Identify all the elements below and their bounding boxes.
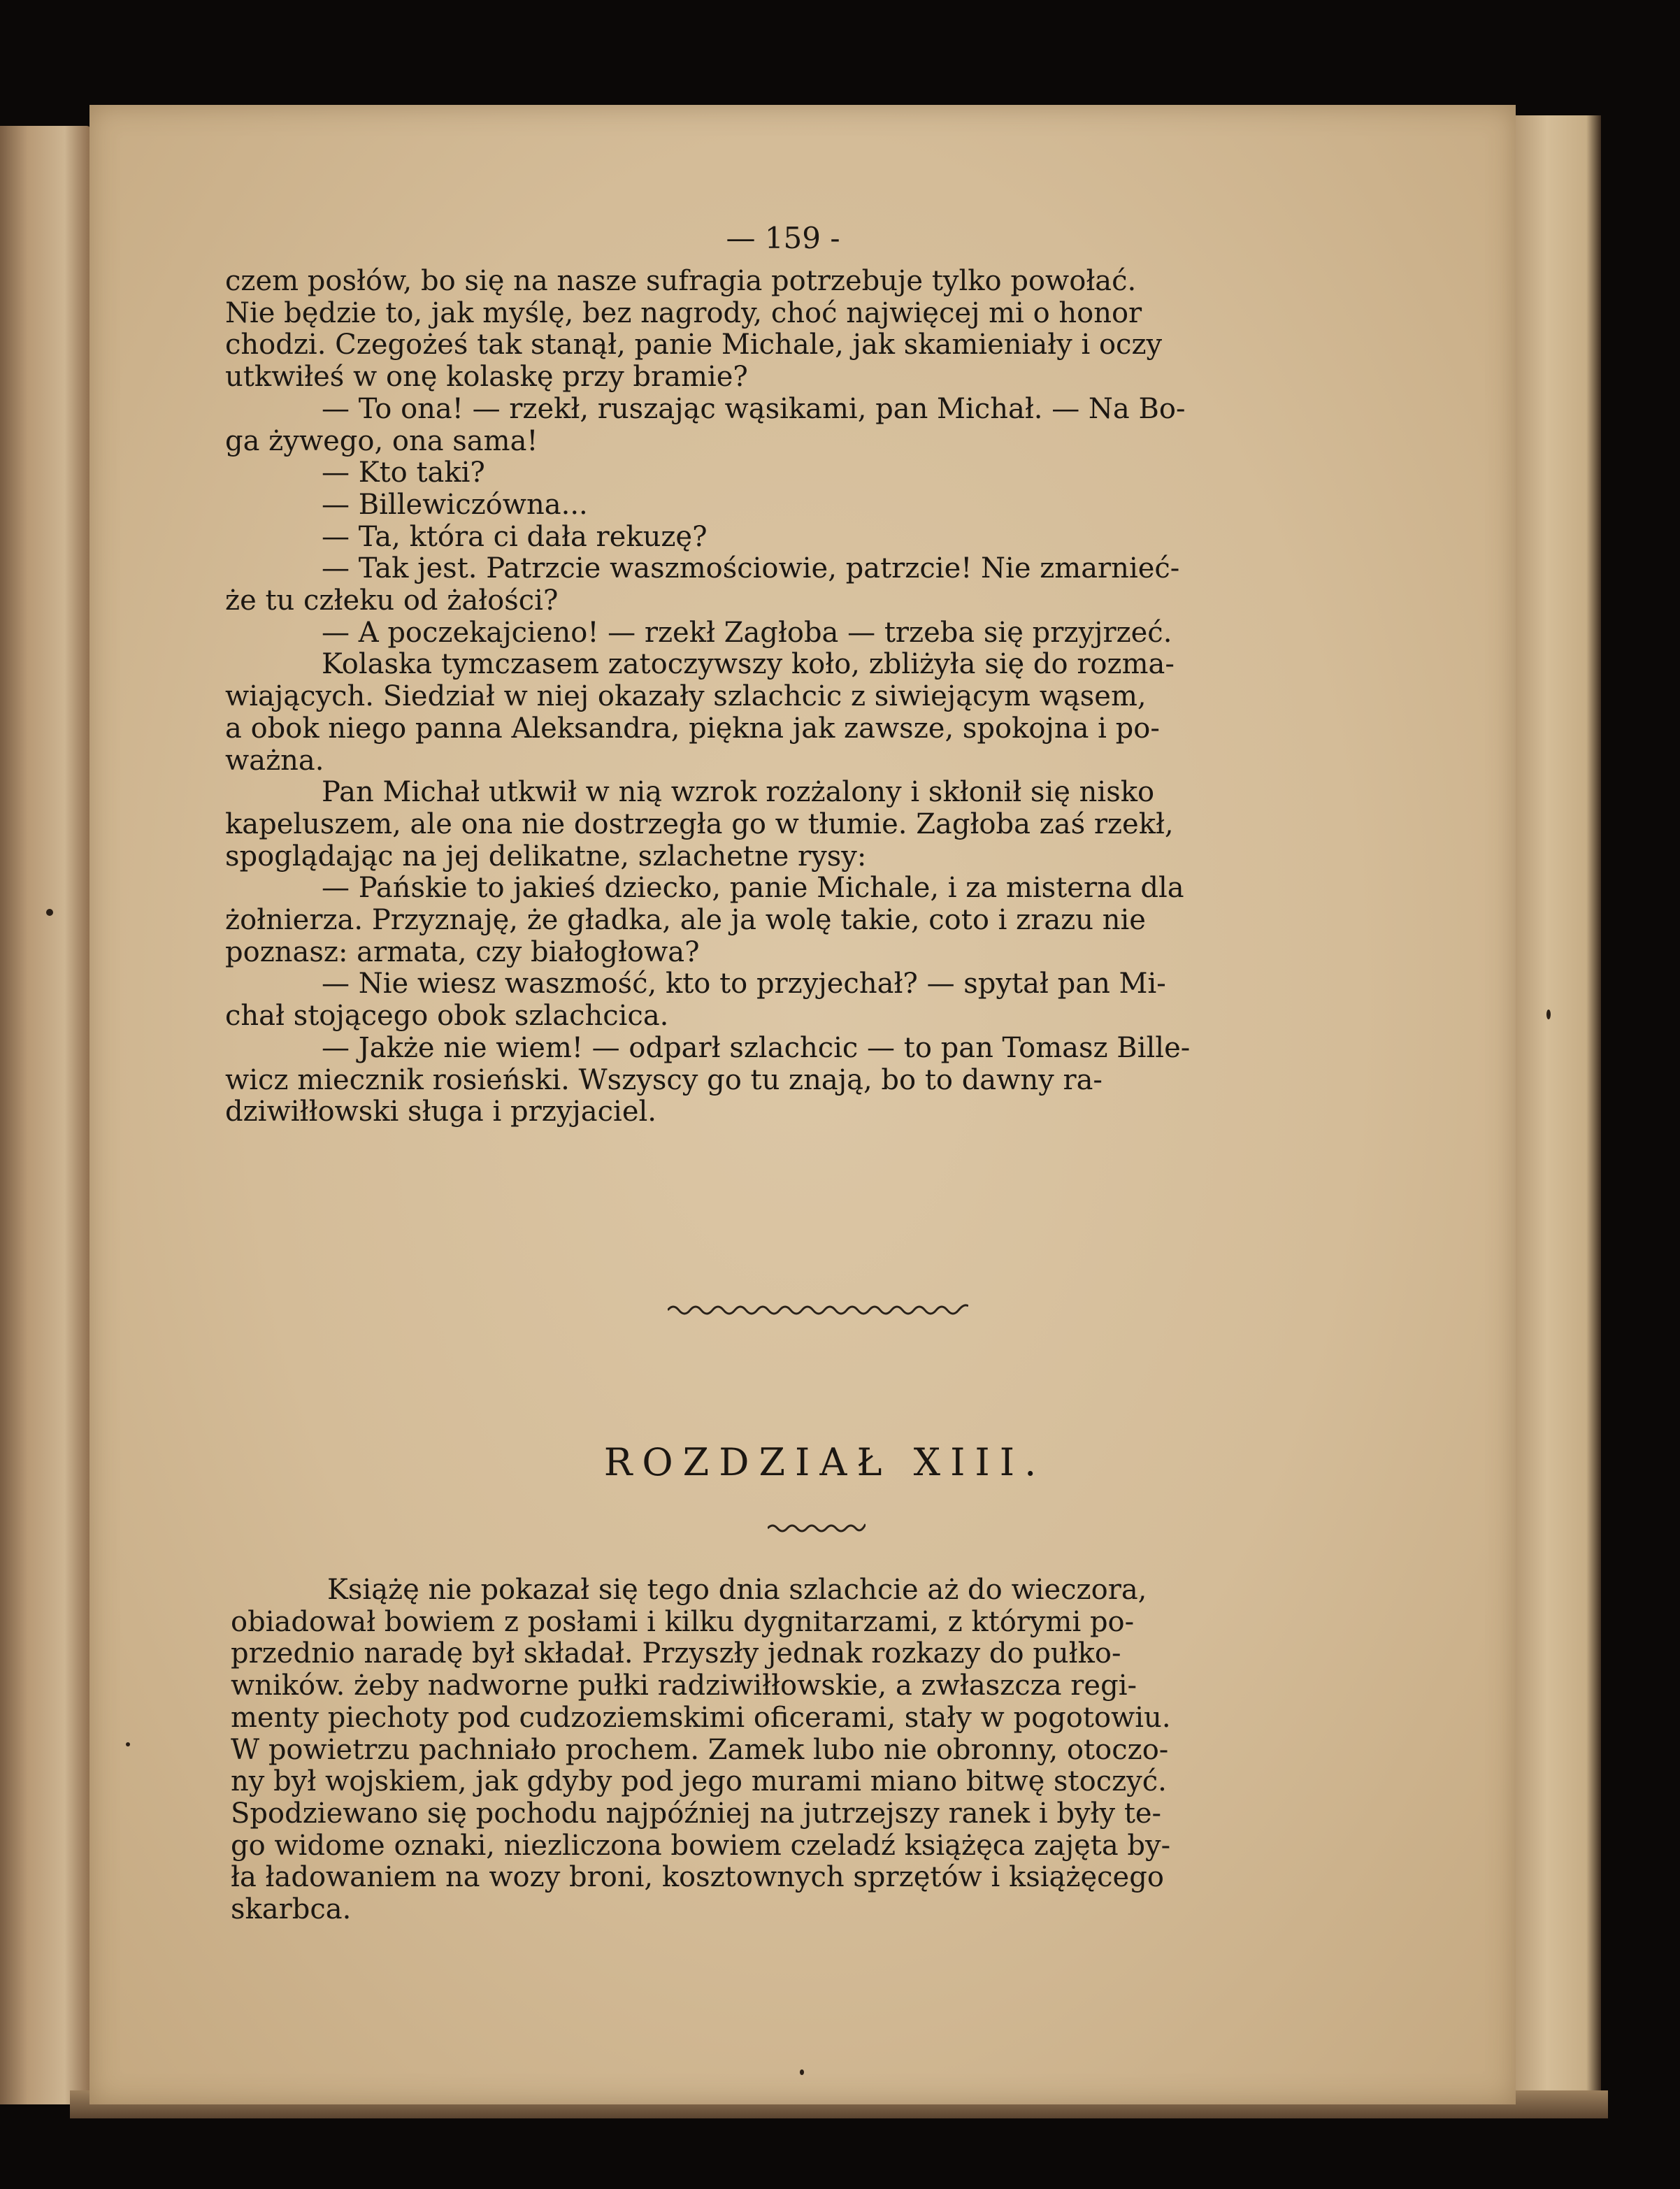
text-line: chodzi. Czegożeś tak stanął, panie Michale, jak skamieniały i oczy xyxy=(225,329,1163,361)
text-line: ważna. xyxy=(225,745,324,777)
text-line: — Pańskie to jakieś dziecko, panie Michale, i za misterna dla xyxy=(322,873,1184,905)
text-line: utkwiłeś w onę kolaskę przy bramie? xyxy=(225,361,748,394)
text-line: czem posłów, bo się na nasze sufragia potrzebuje tylko powołać. xyxy=(225,266,1137,297)
text-line: — Ta, która ci dała rekuzę? xyxy=(322,521,708,553)
text-line: obiadował bowiem z posłami i kilku dygnitarzami, z którymi po- xyxy=(231,1606,1135,1638)
text-line: — Nie wiesz waszmość, kto to przyjechał? — spytał pan Mi- xyxy=(322,968,1166,1000)
text-line: go widome oznaki, niezliczona bowiem czeladź książęca zajęta by- xyxy=(231,1830,1171,1862)
ink-speck xyxy=(126,1742,130,1746)
text-line: spoglądając na jej delikatne, szlachetne rysy: xyxy=(225,840,867,873)
wavy-divider-ornament xyxy=(668,1302,968,1316)
page-number: — 159 - xyxy=(726,221,840,255)
ink-speck xyxy=(1546,1010,1551,1019)
text-line: dziwiłłowski sługa i przyjaciel. xyxy=(225,1096,656,1128)
text-line: a obok niego panna Aleksandra, piękna jak zawsze, spokojna i po- xyxy=(225,712,1160,745)
text-line: ga żywego, ona sama! xyxy=(225,425,538,457)
text-line: — Jakże nie wiem! — odparł szlachcic — to pan Tomasz Bille- xyxy=(322,1032,1191,1064)
text-line: kapeluszem, ale ona nie dostrzegła go w tłumie. Zagłoba zaś rzekł, xyxy=(225,808,1174,840)
text-line: wicz miecznik rosieński. Wszyscy go tu znają, bo to dawny ra- xyxy=(225,1064,1103,1096)
text-line: skarbca. xyxy=(231,1894,352,1926)
text-line: — Billewiczówna... xyxy=(322,489,588,521)
text-line: — Tak jest. Patrzcie waszmościowie, patrzcie! Nie zmarnieć- xyxy=(322,553,1180,585)
right-page-edges xyxy=(1503,115,1601,2101)
left-page-edge xyxy=(0,126,91,2104)
text-line: Kolaska tymczasem zatoczywszy koło, zbliżyła się do rozma- xyxy=(322,649,1175,681)
ink-speck xyxy=(46,909,53,916)
text-line: wiających. Siedział w niej okazały szlachcic z siwiejącym wąsem, xyxy=(225,681,1147,713)
text-line: poznasz: armata, czy białogłowa? xyxy=(225,936,700,968)
text-line: wników. żeby nadworne pułki radziwiłłowskie, a zwłaszcza regi- xyxy=(231,1670,1137,1702)
text-line: Spodziewano się pochodu najpóźniej na jutrzejszy ranek i były te- xyxy=(231,1797,1162,1830)
text-line: Nie będzie to, jak myślę, bez nagrody, choć najwięcej mi o honor xyxy=(225,297,1142,329)
text-line: przednio naradę był składał. Przyszły jednak rozkazy do pułko- xyxy=(231,1638,1121,1670)
ink-speck xyxy=(800,2069,804,2075)
text-block-top xyxy=(225,266,1384,1128)
text-line: — To ona! — rzekł, ruszając wąsikami, pan Michał. — Na Bo- xyxy=(322,393,1186,425)
text-line: Pan Michał utkwił w nią wzrok rozżalony i skłonił się nisko xyxy=(322,777,1155,809)
text-line: że tu człeku od żałości? xyxy=(225,585,559,617)
text-line: ła ładowaniem na wozy broni, kosztownych sprzętów i książęcego xyxy=(231,1862,1164,1894)
text-line: — Kto taki? xyxy=(322,457,485,489)
small-wavy-ornament xyxy=(768,1521,866,1534)
text-line: Książę nie pokazał się tego dnia szlachcie aż do wieczora, xyxy=(327,1574,1147,1606)
text-line: ny był wojskiem, jak gdyby pod jego murami miano bitwę stoczyć. xyxy=(231,1766,1167,1798)
text-block-bottom xyxy=(231,1574,1405,1926)
text-line: — A poczekajcieno! — rzekł Zagłoba — trzeba się przyjrzeć. xyxy=(322,617,1172,649)
text-line: menty piechoty pod cudzoziemskimi oficerami, stały w pogotowiu. xyxy=(231,1702,1171,1734)
text-line: chał stojącego obok szlachcica. xyxy=(225,1000,669,1033)
text-line: W powietrzu pachniało prochem. Zamek lubo nie obronny, otoczo- xyxy=(231,1734,1169,1766)
chapter-title: ROZDZIAŁ XIII. xyxy=(603,1440,1047,1484)
text-line: żołnierza. Przyznaję, że gładka, ale ja wolę takie, coto i zrazu nie xyxy=(225,905,1146,937)
